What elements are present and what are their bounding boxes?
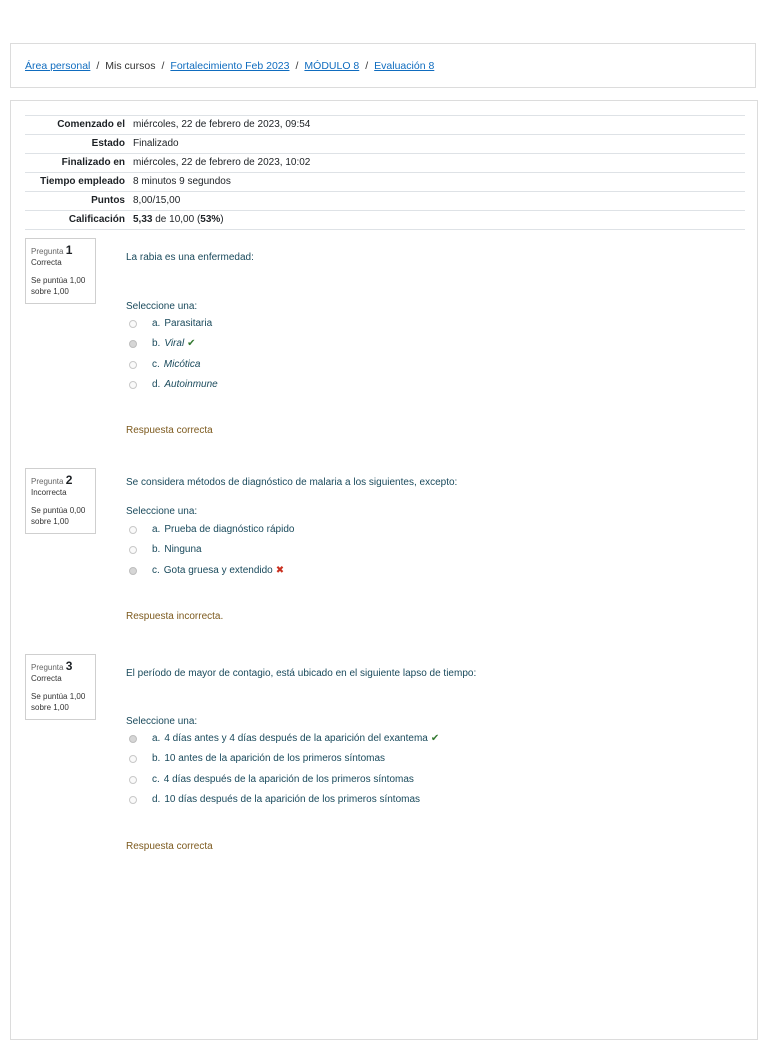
quiz-review-panel: [10, 100, 758, 1040]
question-text-2: Se considera métodos de diagnóstico de malaria a los siguientes, excepto:: [126, 477, 458, 488]
answer-option-2b[interactable]: [129, 544, 202, 555]
radio-button[interactable]: [129, 381, 137, 389]
summary-value: 8,00/15,00: [133, 195, 181, 206]
radio-button[interactable]: [129, 796, 137, 804]
option-letter: b.: [152, 544, 161, 555]
summary-row-points: [25, 192, 745, 211]
question-number: 1: [65, 243, 73, 257]
summary-value: miércoles, 22 de febrero de 2023, 10:02: [133, 157, 311, 168]
answer-option-2a[interactable]: [129, 524, 294, 535]
summary-row-time-taken: [25, 173, 745, 192]
summary-label: Comenzado el: [57, 119, 125, 130]
summary-value: 8 minutos 9 segundos: [133, 176, 231, 187]
option-label: Parasitaria: [164, 318, 213, 329]
grade-value: 5,33: [133, 214, 153, 225]
question-prefix: Pregunta: [31, 663, 64, 672]
option-label: Micótica: [163, 359, 201, 370]
summary-value: Finalizado: [133, 138, 179, 149]
breadcrumb-separator: /: [96, 60, 100, 72]
breadcrumb-link-module[interactable]: MÓDULO 8: [304, 60, 360, 72]
question-state: Incorrecta: [31, 488, 67, 497]
answer-option-3a[interactable]: [129, 733, 439, 744]
summary-value: miércoles, 22 de febrero de 2023, 09:54: [133, 119, 311, 130]
answer-feedback-1: Respuesta correcta: [126, 425, 213, 436]
question-info-1: [25, 238, 96, 304]
answer-option-2c[interactable]: [129, 565, 284, 576]
answer-option-1c[interactable]: [129, 359, 200, 370]
question-state: Correcta: [31, 674, 62, 683]
question-text-3: El período de mayor de contagio, está ubicado en el siguiente lapso de tiempo:: [126, 668, 477, 679]
grade-rest: de 10,00 (: [152, 214, 201, 225]
question-grade: Se puntúa 1,00 sobre 1,00: [31, 276, 86, 296]
radio-button[interactable]: [129, 526, 137, 534]
option-label: 4 días después de la aparición de los primeros síntomas: [163, 774, 414, 785]
answer-prompt-2: Seleccione una:: [126, 506, 198, 517]
question-info-3: [25, 654, 96, 720]
summary-label: Tiempo empleado: [40, 176, 125, 187]
summary-label: Estado: [91, 138, 125, 149]
radio-button[interactable]: [129, 755, 137, 763]
answer-option-3c[interactable]: [129, 774, 414, 785]
question-number: 3: [65, 659, 73, 673]
radio-button[interactable]: [129, 776, 137, 784]
breadcrumb-link-area-personal[interactable]: Área personal: [25, 60, 91, 72]
option-label: Autoinmune: [164, 379, 218, 390]
radio-button-selected[interactable]: [129, 567, 137, 575]
option-label: Prueba de diagnóstico rápido: [164, 524, 295, 535]
question-number: 2: [65, 473, 73, 487]
question-state: Correcta: [31, 258, 62, 267]
question-prefix: Pregunta: [31, 247, 64, 256]
answer-prompt-3: Seleccione una:: [126, 716, 198, 727]
question-prefix: Pregunta: [31, 477, 64, 486]
option-letter: c.: [152, 565, 160, 576]
option-letter: b.: [152, 338, 161, 349]
radio-button[interactable]: [129, 361, 137, 369]
correct-check-icon: ✔: [187, 338, 196, 349]
question-info-2: [25, 468, 96, 534]
incorrect-cross-icon: ✖: [275, 565, 285, 576]
answer-prompt-1: Seleccione una:: [126, 301, 198, 312]
breadcrumb-link-course[interactable]: Fortalecimiento Feb 2023: [170, 60, 290, 72]
breadcrumb-bar: [10, 43, 756, 88]
option-label: Viral: [164, 338, 185, 349]
option-label: Gota gruesa y extendido: [163, 565, 273, 576]
answer-feedback-2: Respuesta incorrecta.: [126, 611, 224, 622]
answer-feedback-3: Respuesta correcta: [126, 841, 213, 852]
answer-option-1b[interactable]: [129, 338, 196, 349]
breadcrumb-separator: /: [161, 60, 165, 72]
radio-button-selected[interactable]: [129, 340, 137, 348]
summary-row-state: [25, 135, 745, 154]
option-label: 10 antes de la aparición de los primeros síntomas: [164, 753, 386, 764]
answer-option-1d[interactable]: [129, 379, 218, 390]
answer-option-3d[interactable]: [129, 794, 420, 805]
answer-option-1a[interactable]: [129, 318, 212, 329]
breadcrumb-link-evaluation[interactable]: Evaluación 8: [374, 60, 435, 72]
breadcrumb-separator: /: [295, 60, 299, 72]
option-letter: c.: [152, 359, 160, 370]
question-grade: Se puntúa 0,00 sobre 1,00: [31, 506, 86, 526]
option-letter: d.: [152, 794, 161, 805]
grade-end: ): [220, 214, 224, 225]
radio-button[interactable]: [129, 546, 137, 554]
summary-label: Calificación: [68, 214, 125, 225]
attempt-summary-table: [25, 115, 745, 230]
correct-check-icon: ✔: [430, 733, 440, 744]
summary-row-finished: [25, 154, 745, 173]
question-text-1: La rabia es una enfermedad:: [126, 252, 254, 263]
grade-percent: 53%: [200, 214, 221, 225]
summary-label: Puntos: [91, 195, 125, 206]
breadcrumb-item-mis-cursos[interactable]: Mis cursos: [105, 60, 156, 72]
summary-row-started: [25, 116, 745, 135]
breadcrumb: [25, 60, 434, 72]
option-letter: c.: [152, 774, 160, 785]
option-letter: a.: [152, 524, 161, 535]
answer-option-3b[interactable]: [129, 753, 385, 764]
option-label: 10 días después de la aparición de los primeros síntomas: [164, 794, 421, 805]
summary-row-grade: [25, 211, 745, 230]
summary-value: [133, 211, 745, 230]
option-letter: a.: [152, 318, 161, 329]
option-label: Ninguna: [164, 544, 202, 555]
radio-button-selected[interactable]: [129, 735, 137, 743]
summary-label: Finalizado en: [61, 157, 125, 168]
question-grade: Se puntúa 1,00 sobre 1,00: [31, 692, 86, 712]
option-letter: a.: [152, 733, 161, 744]
radio-button[interactable]: [129, 320, 137, 328]
option-label: 4 días antes y 4 días después de la aparición del exantema: [164, 733, 428, 744]
breadcrumb-separator: /: [365, 60, 369, 72]
option-letter: d.: [152, 379, 161, 390]
option-letter: b.: [152, 753, 161, 764]
